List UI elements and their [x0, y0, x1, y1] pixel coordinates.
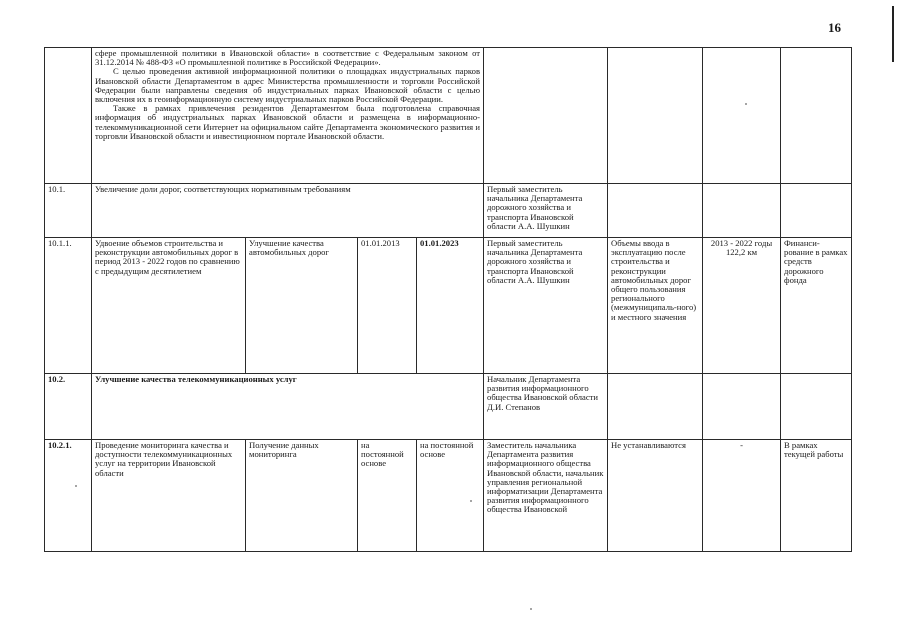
- continuation-paragraph: сфере промышленной политики в Ивановской области» в соответствие с Федеральным законом от 31.12.2014 № 488-ФЗ «О промышленной политике в Российской Федерации».: [95, 48, 481, 68]
- row-number: 10.2.1.: [45, 440, 92, 552]
- page-edge-line: [892, 6, 894, 62]
- row-value: -: [703, 440, 781, 552]
- table-row-10-1: [45, 184, 852, 238]
- row-value: 2013 - 2022 годы 122,2 км: [703, 238, 781, 374]
- row-financing: В рамках текущей работы: [781, 440, 852, 552]
- table-row-continuation: [45, 48, 852, 184]
- row-responsible: Первый заместитель начальника Департамента дорожного хозяйства и транспорта Ивановской области А.А. Шушкин: [484, 184, 608, 238]
- page-number: 16: [828, 20, 841, 35]
- cell-value: [703, 374, 781, 440]
- continuation-paragraph: Также в рамках привлечения резидентов Департаментом была подготовлена справочная информация об индустриальных парках Ивановской области и размещена в информационно-телекоммуникационной сети Интернет на официальном сайте Департамента экономического развития и торговли Ивановской области и инвестиционном портале Ивановской области.: [95, 103, 481, 141]
- continuation-text: [92, 48, 484, 184]
- continuation-paragraph: С целью проведения активной информационной политики о площадках индустриальных парков Ивановской области Департаментом в адрес Министерства промышленности и торговли Российской Федерации были направлены сведения об индустриальных парках Ивановской области с целью включения их в геоинформационную систему индустриальных парков Российской Федерации.: [95, 66, 481, 104]
- cell-financing: [781, 48, 852, 184]
- cell-value: [703, 184, 781, 238]
- table-row-10-2-1: [45, 440, 852, 552]
- cell-financing: [781, 184, 852, 238]
- row-title: Улучшение качества телекоммуникационных услуг: [92, 374, 484, 440]
- row-responsible: Начальник Департамента развития информационного общества Ивановской области Д.И. Степанов: [484, 374, 608, 440]
- row-number: 10.1.: [45, 184, 92, 238]
- row-measure: Проведение мониторинга качества и доступности телекоммуникационных услуг на территории Ивановской области: [92, 440, 246, 552]
- cell-financing: [781, 374, 852, 440]
- cell-num: [45, 48, 92, 184]
- table-row-10-2: [45, 374, 852, 440]
- row-start-date: 01.01.2013: [358, 238, 417, 374]
- cell-indicator: [608, 48, 703, 184]
- cell-responsible: [484, 48, 608, 184]
- cell-indicator: [608, 374, 703, 440]
- row-indicator: Объемы ввода в эксплуатацию после строительства и реконструкции автомобильных дорог общего пользования регионального (межмуниципаль-ного) и местного значения: [608, 238, 703, 374]
- row-responsible: Заместитель начальника Департамента развития информационного общества Ивановской области, начальник управления региональной информатизации Департамента развития информационного общества Ивановской: [484, 440, 608, 552]
- row-number: 10.1.1.: [45, 238, 92, 374]
- cell-indicator: [608, 184, 703, 238]
- scan-speck: [745, 103, 747, 105]
- cell-value: [703, 48, 781, 184]
- row-indicator: Не устанавливаются: [608, 440, 703, 552]
- scan-speck: [470, 500, 472, 502]
- row-start-date: на постоянной основе: [358, 440, 417, 552]
- measures-table: [44, 47, 852, 552]
- row-financing: Финанси-рование в рамках средств дорожного фонда: [781, 238, 852, 374]
- row-end-date: 01.01.2023: [417, 238, 484, 374]
- row-measure: Удвоение объемов строительства и реконструкции автомобильных дорог в период 2013 - 2022 годов по сравнению с предыдущим десятилетием: [92, 238, 246, 374]
- scan-speck: [530, 608, 532, 610]
- table-row-10-1-1: [45, 238, 852, 374]
- row-result: Получение данных мониторинга: [246, 440, 358, 552]
- row-responsible: Первый заместитель начальника Департамента дорожного хозяйства и транспорта Ивановской области А.А. Шушкин: [484, 238, 608, 374]
- row-end-date: на постоянной основе: [417, 440, 484, 552]
- row-title: Увеличение доли дорог, соответствующих нормативным требованиям: [92, 184, 484, 238]
- scan-speck: [75, 485, 77, 487]
- row-number: 10.2.: [45, 374, 92, 440]
- row-result: Улучшение качества автомобильных дорог: [246, 238, 358, 374]
